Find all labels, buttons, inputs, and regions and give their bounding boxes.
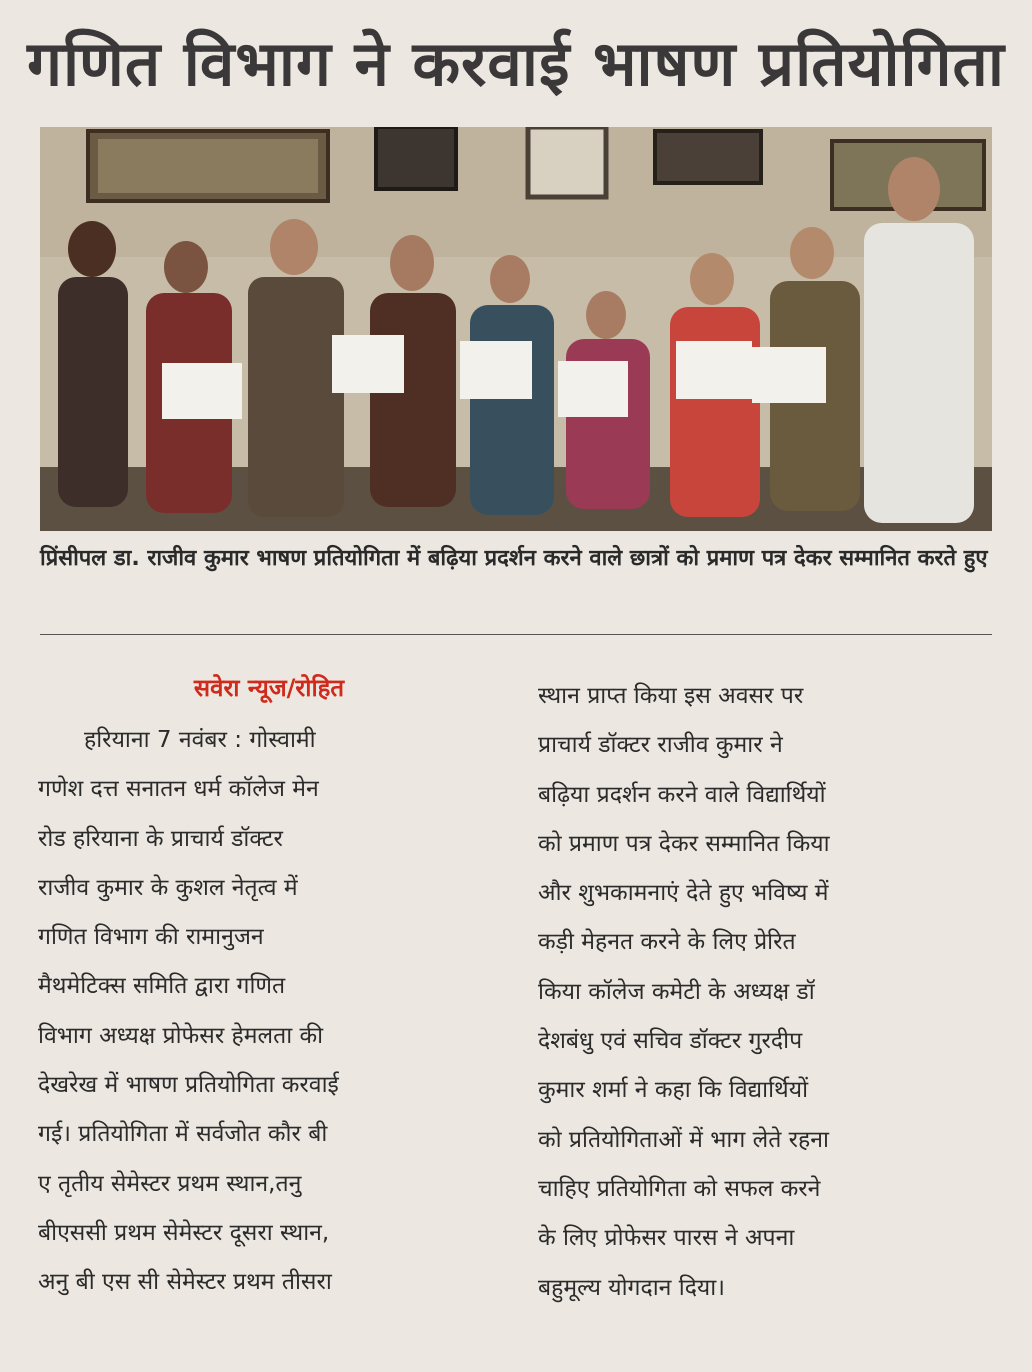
byline: सवेरा न्यूज/रोहित [193,674,345,702]
article-line: राजीव कुमार के कुशल नेतृत्व में [38,874,298,901]
article-line: हरियाना 7 नवंबर : गोस्वामी [84,727,316,753]
article-line: गई। प्रतियोगिता में सर्वजोत कौर बी [38,1121,328,1148]
article-right-column [538,672,994,1313]
article-line: को प्रतियोगिताओं में भाग लेते रहना [538,1126,829,1153]
article-line: बहुमूल्य योगदान दिया। [538,1274,725,1301]
group-photo [40,127,992,531]
photo-caption: प्रिंसीपल डा. राजीव कुमार भाषण प्रतियोगिता में बढ़िया प्रदर्शन करने वाले छात्रों को प्रमाण पत्र देकर सम्मानित करते हुए [40,546,988,571]
article-line: देशबंधु एवं सचिव डॉक्टर गुरदीप [538,1028,803,1055]
article-line: ए तृतीय सेमेस्टर प्रथम स्थान,तनु [38,1170,302,1197]
article-line: कुमार शर्मा ने कहा कि विद्यार्थियों [538,1077,809,1104]
article-line: कड़ी मेहनत करने के लिए प्रेरित [538,929,796,956]
article-line: चाहिए प्रतियोगिता को सफल करने [538,1175,821,1202]
article-line: देखरेख में भाषण प्रतियोगिता करवाई [38,1072,339,1099]
article-line: और शुभकामनाएं देते हुए भविष्य में [538,880,829,907]
article-line: स्थान प्राप्त किया इस अवसर पर [538,683,804,709]
article-line: बढ़िया प्रदर्शन करने वाले विद्यार्थियों [538,781,826,808]
article-left-column [38,668,500,1308]
article-line: अनु बी एस सी सेमेस्टर प्रथम तीसरा [38,1269,332,1296]
article-line: गणित विभाग की रामानुजन [38,924,264,951]
article-line: को प्रमाण पत्र देकर सम्मानित किया [538,830,830,857]
article-line: गणेश दत्त सनातन धर्म कॉलेज मेन [38,776,319,803]
article-line: के लिए प्रोफेसर पारस ने अपना [538,1225,795,1252]
article-line: मैथमेटिक्स समिति द्वारा गणित [38,973,286,1000]
headline: गणित विभाग ने करवाई भाषण प्रतियोगिता [27,27,1005,100]
article-line: रोड हरियाना के प्राचार्य डॉक्टर [38,825,283,852]
group-photo-image [40,127,992,531]
section-divider [40,634,992,635]
article-line: विभाग अध्यक्ष प्रोफेसर हेमलता की [38,1022,324,1049]
article-line: प्राचार्य डॉक्टर राजीव कुमार ने [538,732,783,759]
article-line: बीएससी प्रथम सेमेस्टर दूसरा स्थान, [38,1219,330,1246]
article-line: किया कॉलेज कमेटी के अध्यक्ष डॉ [538,978,815,1005]
